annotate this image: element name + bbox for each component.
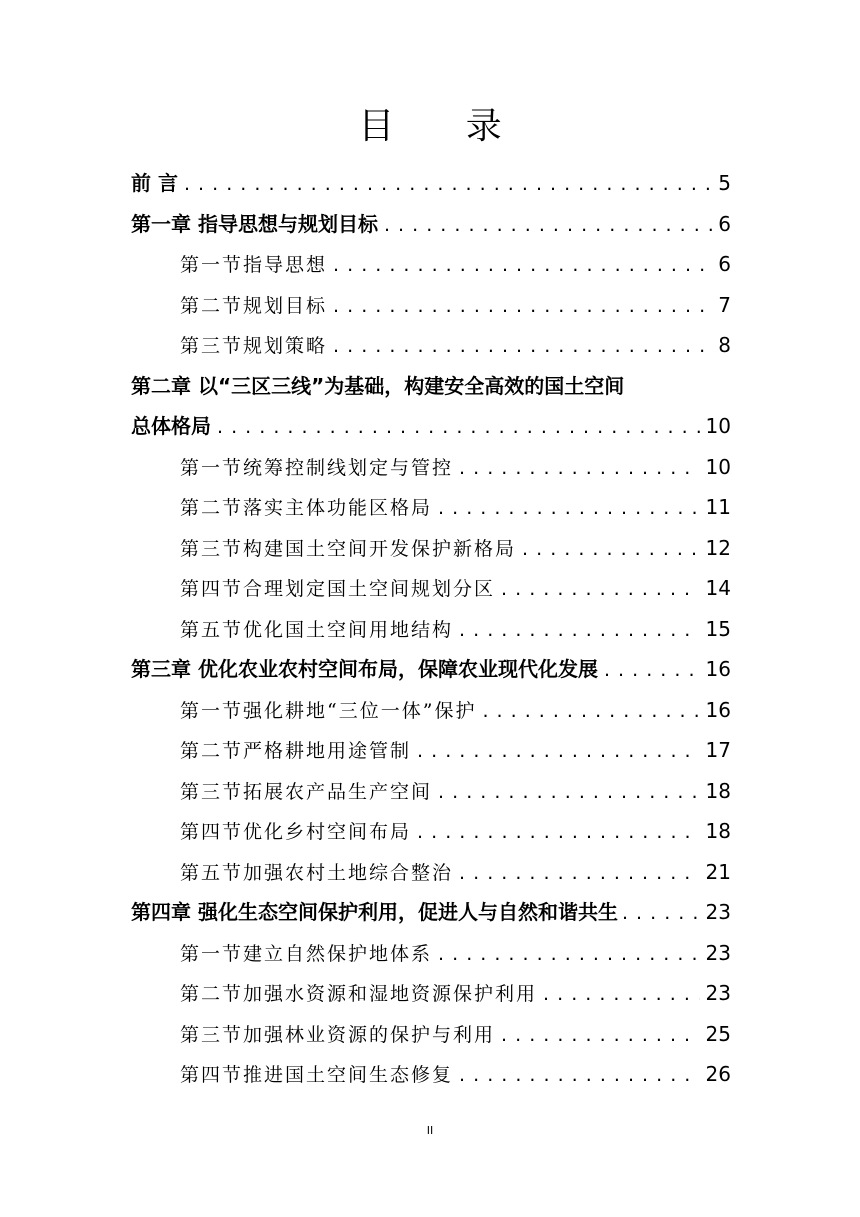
toc-entry-label: 前 言 (131, 171, 178, 195)
toc-entry-chapter-3[interactable] (131, 649, 731, 690)
toc-entry-page: 7 (718, 292, 731, 317)
section-title: 构建国土空间开发保护新格局 (243, 537, 517, 560)
toc-entry-section[interactable] (131, 244, 731, 285)
toc-entry-page: 23 (705, 981, 731, 1005)
dot-leader (604, 650, 700, 691)
section-number: 第五节 (180, 861, 244, 884)
toc-entry-section[interactable] (131, 1054, 731, 1095)
section-title: 优化国土空间用地结构 (243, 618, 454, 641)
section-title: 加强水资源和湿地资源保护利用 (243, 983, 538, 1005)
dot-leader (438, 772, 700, 813)
dot-leader (333, 326, 712, 367)
toc-entry-page: 5 (718, 171, 731, 195)
toc-entry-section[interactable] (131, 487, 731, 528)
dot-leader (482, 691, 699, 732)
toc-entry-page: 23 (705, 900, 731, 924)
dot-leader (333, 286, 712, 327)
toc-entry-page: 15 (705, 616, 731, 641)
section-number: 第三节 (180, 780, 244, 803)
section-number: 第一节 (180, 254, 244, 276)
toc-entry-section[interactable] (131, 285, 731, 326)
section-title: 加强农村土地综合整治 (243, 861, 454, 884)
section-number: 第四节 (180, 1064, 244, 1086)
toc-entry-page: 14 (705, 576, 731, 600)
dot-leader (438, 934, 700, 975)
table-of-contents (131, 163, 731, 1095)
section-title: 优化乡村空间布局 (243, 821, 412, 843)
section-number: 第四节 (180, 821, 244, 843)
toc-entry-section[interactable] (131, 690, 731, 731)
dot-leader (459, 610, 700, 651)
toc-entry-page: 12 (705, 535, 731, 560)
toc-entry-section[interactable] (131, 528, 731, 569)
section-number: 第二节 (180, 983, 244, 1005)
dot-leader (217, 407, 700, 448)
section-number: 第三节 (180, 1023, 244, 1046)
section-title: 强化耕地“三位一体”保护 (243, 699, 477, 722)
section-title: 指导思想 (243, 254, 328, 276)
toc-entry-page: 8 (718, 333, 731, 357)
section-number: 第二节 (180, 497, 244, 519)
section-number: 第四节 (180, 578, 244, 600)
section-number: 第一节 (180, 456, 244, 479)
toc-entry-page: 11 (705, 495, 731, 519)
dot-leader (333, 245, 712, 286)
dot-leader (522, 529, 700, 570)
toc-entry-section[interactable] (131, 973, 731, 1014)
dot-leader (622, 893, 702, 934)
dot-leader (501, 1015, 700, 1056)
toc-entry-section[interactable] (131, 609, 731, 650)
dot-leader (501, 569, 700, 610)
dot-leader (459, 853, 700, 894)
toc-entry-page: 16 (705, 697, 731, 722)
toc-entry-label: 总体格局 (131, 414, 211, 438)
section-title: 推进国土空间生态修复 (243, 1064, 454, 1086)
dot-leader (417, 731, 700, 772)
section-title: 严格耕地用途管制 (243, 740, 412, 762)
toc-entry-label: 第四章 强化生态空间保护利用，促进人与自然和谐共生 (131, 900, 618, 924)
toc-entry-chapter-1[interactable] (131, 204, 731, 245)
section-number: 第一节 (180, 699, 244, 722)
toc-entry-page: 25 (705, 1021, 731, 1046)
section-number: 第一节 (180, 942, 244, 965)
section-title: 规划策略 (243, 335, 328, 357)
dot-leader (459, 1055, 700, 1096)
section-title: 合理划定国土空间规划分区 (243, 578, 496, 600)
toc-entry-page: 18 (705, 819, 731, 843)
toc-entry-page: 21 (705, 859, 731, 884)
toc-entry-section[interactable] (131, 811, 731, 852)
section-title: 建立自然保护地体系 (243, 942, 433, 965)
section-number: 第二节 (180, 740, 244, 762)
toc-entry-chapter-2-line1[interactable]: 第二章 以“三区三线”为基础，构建安全高效的国土空间 (131, 373, 625, 398)
toc-entry-page: 6 (718, 252, 731, 276)
toc-entry-section[interactable] (131, 447, 731, 488)
toc-entry-page: 26 (705, 1062, 731, 1086)
section-title: 拓展农产品生产空间 (243, 780, 433, 803)
toc-entry-chapter-4[interactable] (131, 892, 731, 933)
toc-entry-page: 10 (705, 414, 731, 438)
page-number-footer: II (426, 1124, 434, 1137)
toc-entry-section[interactable] (131, 730, 731, 771)
dot-leader (543, 974, 700, 1015)
toc-entry-label: 第三章 优化农业农村空间布局，保障农业现代化发展 (131, 657, 598, 681)
toc-entry-section[interactable] (131, 933, 731, 974)
toc-entry-page: 17 (705, 738, 731, 762)
section-title: 落实主体功能区格局 (243, 497, 433, 519)
toc-entry-preface[interactable] (131, 163, 731, 204)
toc-entry-label: 第一章 指导思想与规划目标 (131, 211, 378, 236)
dot-leader (459, 448, 700, 489)
toc-entry-chapter-2[interactable] (131, 406, 731, 447)
toc-entry-page: 10 (705, 454, 731, 479)
dot-leader (438, 488, 700, 529)
section-title: 规划目标 (243, 294, 328, 317)
section-title: 统筹控制线划定与管控 (243, 456, 454, 479)
toc-entry-page: 16 (705, 657, 731, 681)
section-number: 第五节 (180, 618, 244, 641)
toc-entry-section[interactable] (131, 771, 731, 812)
section-number: 第三节 (180, 537, 244, 560)
section-number: 第三节 (180, 335, 244, 357)
toc-entry-page: 18 (705, 778, 731, 803)
toc-entry-section[interactable] (131, 325, 731, 366)
toc-entry-section[interactable] (131, 568, 731, 609)
toc-entry-section[interactable] (131, 852, 731, 893)
dot-leader (384, 205, 712, 246)
section-title: 加强林业资源的保护与利用 (243, 1023, 496, 1046)
toc-entry-page: 23 (705, 940, 731, 965)
toc-entry-page: 6 (718, 211, 731, 236)
section-number: 第二节 (180, 294, 244, 317)
toc-entry-section[interactable] (131, 1014, 731, 1055)
dot-leader (184, 164, 712, 205)
dot-leader (417, 812, 700, 853)
page-title: 目 录 (358, 106, 532, 147)
